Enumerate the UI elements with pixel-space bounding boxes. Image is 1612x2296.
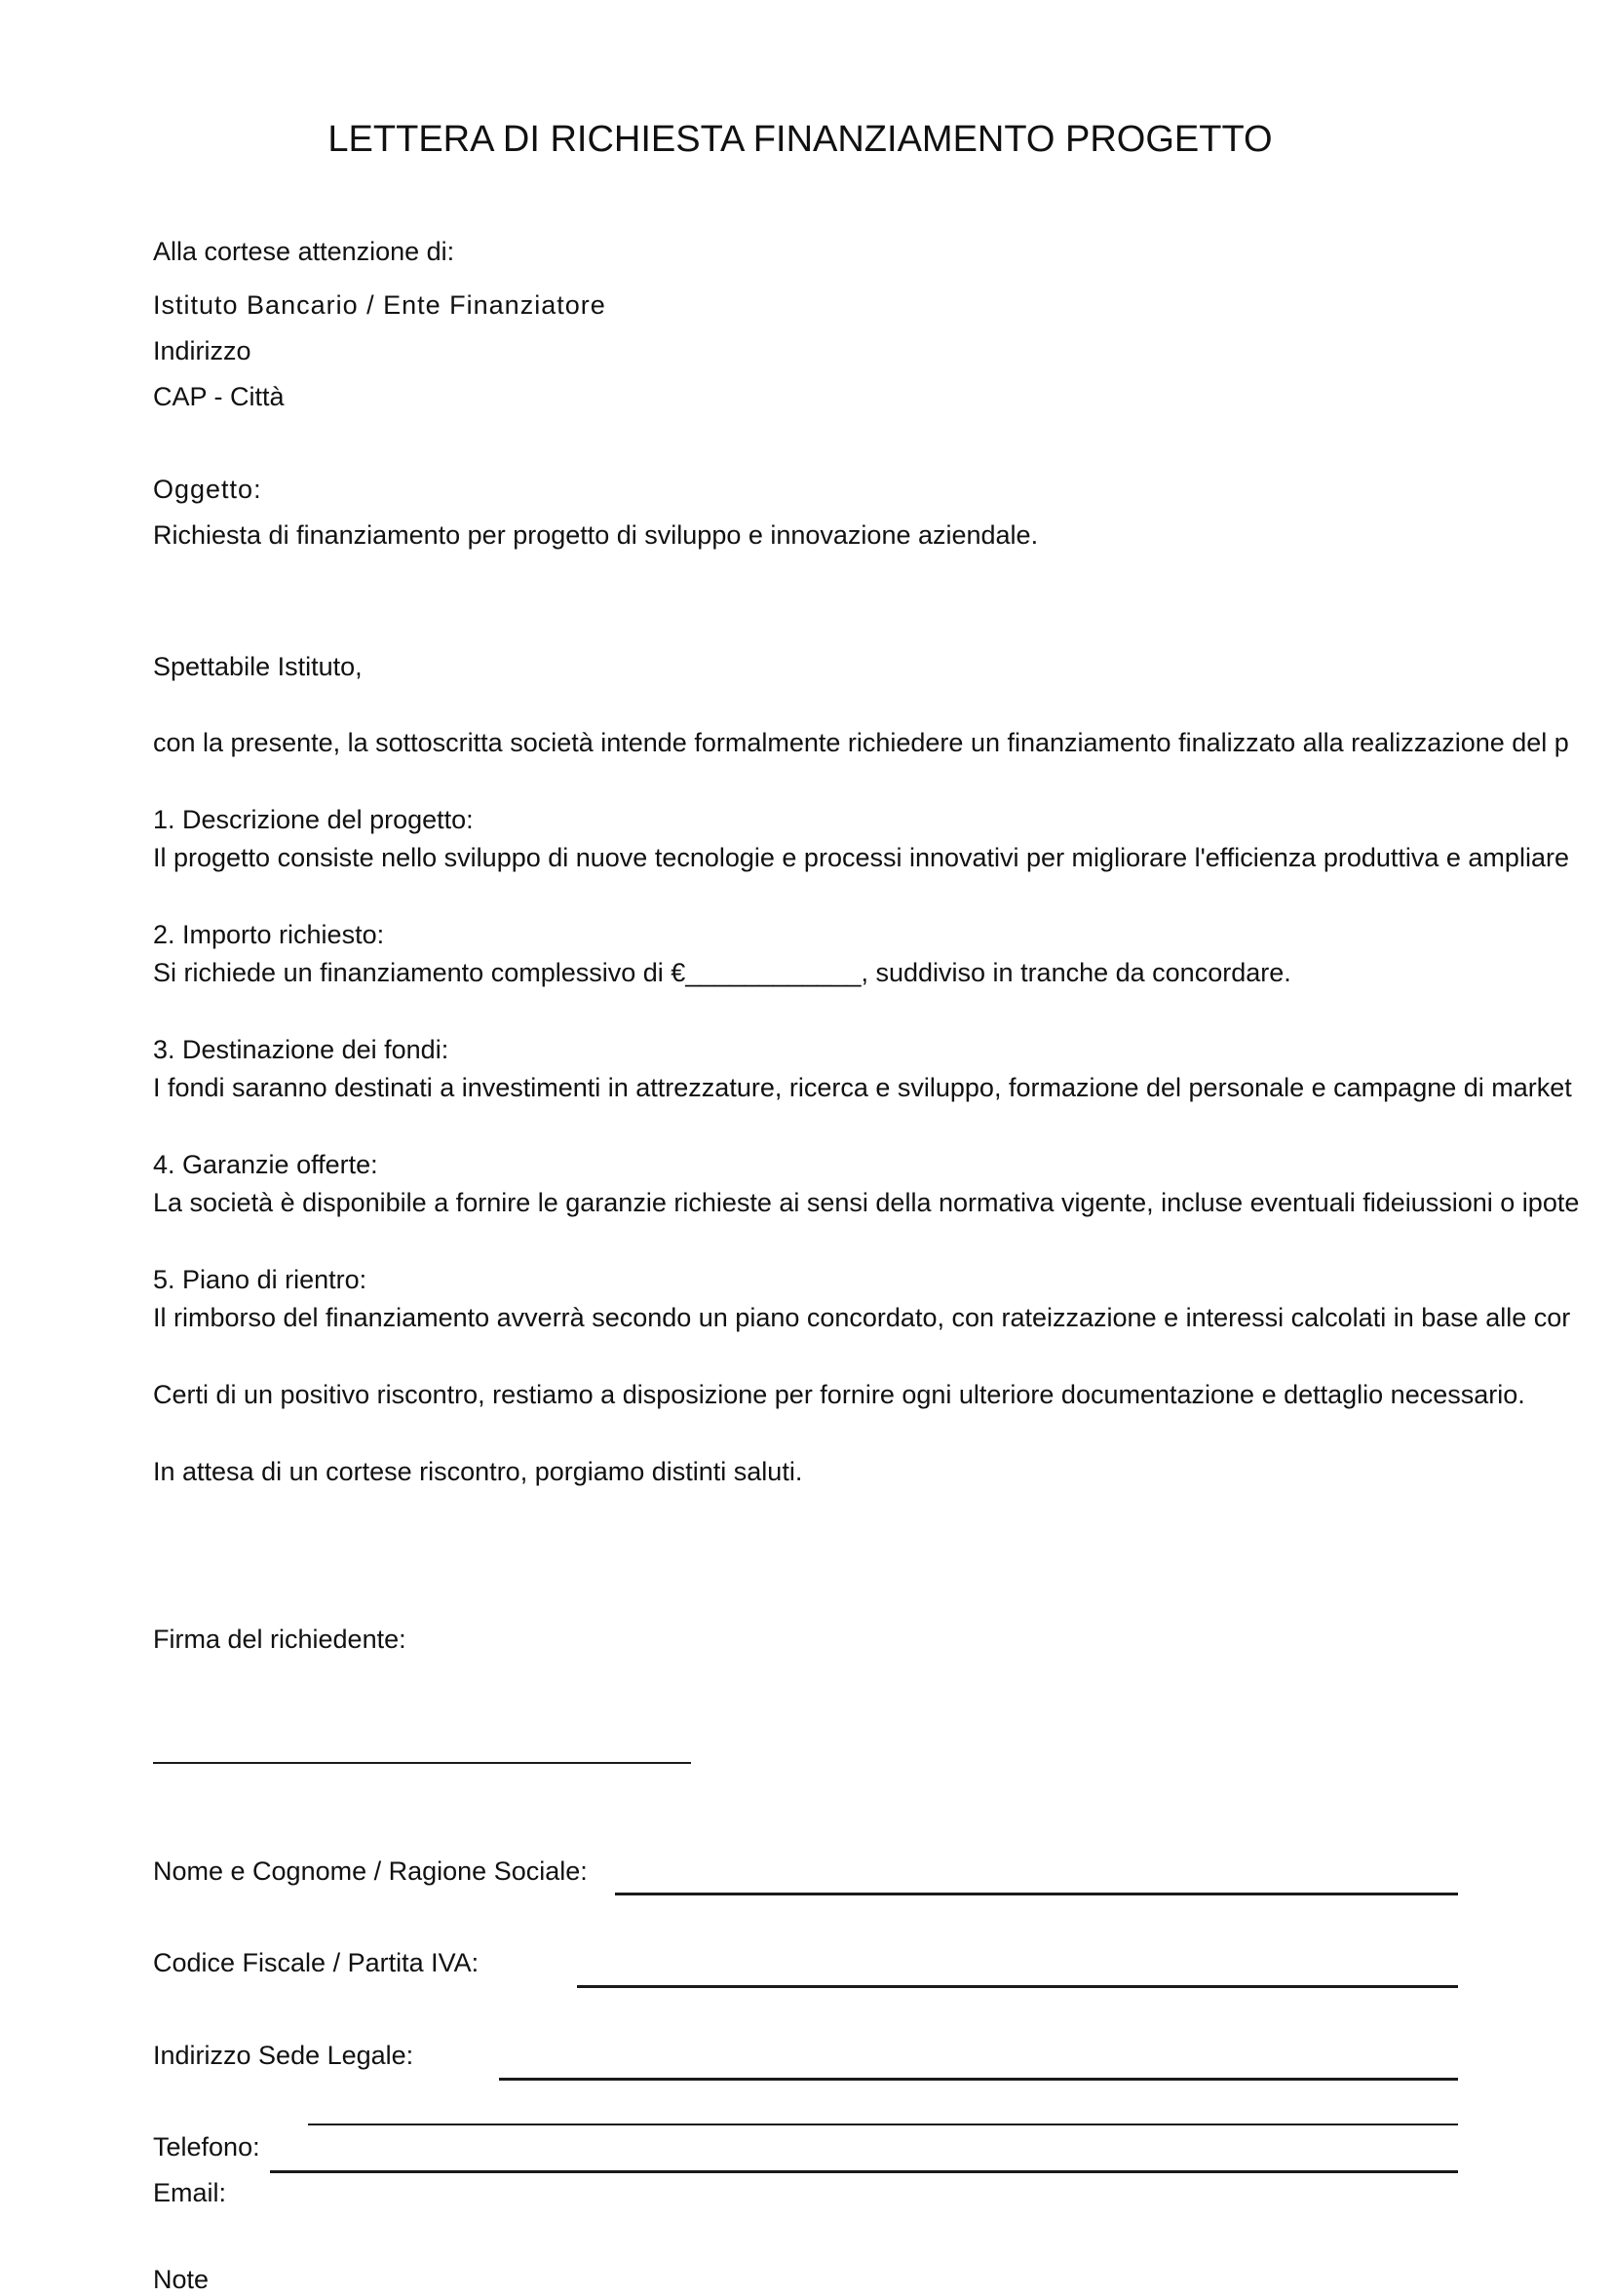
- section-2-text: Si richiede un finanziamento complessivo di €____________, suddiviso in tranche da concordare.: [153, 958, 1291, 987]
- section-1-heading: 1. Descrizione del progetto:: [153, 805, 474, 834]
- name-field-line[interactable]: [615, 1893, 1458, 1895]
- signature-line[interactable]: [153, 1762, 691, 1764]
- subject-text: Richiesta di finanziamento per progetto di sviluppo e innovazione aziendale.: [153, 520, 1039, 550]
- section-4-text: La società è disponibile a fornire le garanzie richieste ai sensi della normativa vigente, incluse eventuali fideiussioni o ipote: [153, 1188, 1580, 1217]
- recipient-address: Indirizzo: [153, 336, 251, 365]
- email-field-label: Email:: [153, 2178, 227, 2207]
- subject-label: Oggetto:: [153, 475, 262, 504]
- name-field-label: Nome e Cognome / Ragione Sociale:: [153, 1856, 588, 1886]
- address-field-label: Indirizzo Sede Legale:: [153, 2041, 414, 2070]
- recipient-city: CAP - Città: [153, 382, 285, 411]
- section-3-text: I fondi saranno destinati a investimenti in attrezzature, ricerca e sviluppo, formazione del personale e campagne di market: [153, 1073, 1572, 1102]
- opening-paragraph: con la presente, la sottoscritta società intende formalmente richiedere un finanziamento finalizzato alla realizzazione del p: [153, 728, 1569, 757]
- section-4-heading: 4. Garanzie offerte:: [153, 1150, 378, 1179]
- document-title: LETTERA DI RICHIESTA FINANZIAMENTO PROGETTO: [327, 119, 1273, 160]
- section-2-heading: 2. Importo richiesto:: [153, 920, 385, 949]
- section-3-heading: 3. Destinazione dei fondi:: [153, 1035, 449, 1064]
- closing-paragraph: Certi di un positivo riscontro, restiamo a disposizione per fornire ogni ulteriore documentazione e dettaglio necessario.: [153, 1380, 1525, 1409]
- notes-field-label: Note: [153, 2265, 210, 2294]
- tax-field-label: Codice Fiscale / Partita IVA:: [153, 1948, 480, 1977]
- signature-label: Firma del richiedente:: [153, 1625, 406, 1654]
- address-field-line[interactable]: [499, 2078, 1458, 2081]
- section-1-text: Il progetto consiste nello sviluppo di nuove tecnologie e processi innovativi per migliorare l'efficienza produttiva e ampliare: [153, 843, 1569, 872]
- section-5-heading: 5. Piano di rientro:: [153, 1265, 367, 1294]
- section-5-text: Il rimborso del finanziamento avverrà secondo un piano concordato, con rateizzazione e interessi calcolati in base alle cor: [153, 1303, 1571, 1332]
- tax-field-line[interactable]: [577, 1985, 1458, 1988]
- greeting: Spettabile Istituto,: [153, 652, 363, 681]
- recipient-institution: Istituto Bancario / Ente Finanziatore: [153, 290, 606, 320]
- email-field-line[interactable]: [270, 2170, 1458, 2173]
- recipient-intro: Alla cortese attenzione di:: [153, 237, 455, 266]
- closing-salutation: In attesa di un cortese riscontro, porgiamo distinti saluti.: [153, 1457, 803, 1486]
- phone-field-line[interactable]: [308, 2124, 1458, 2125]
- phone-field-label: Telefono:: [153, 2132, 260, 2162]
